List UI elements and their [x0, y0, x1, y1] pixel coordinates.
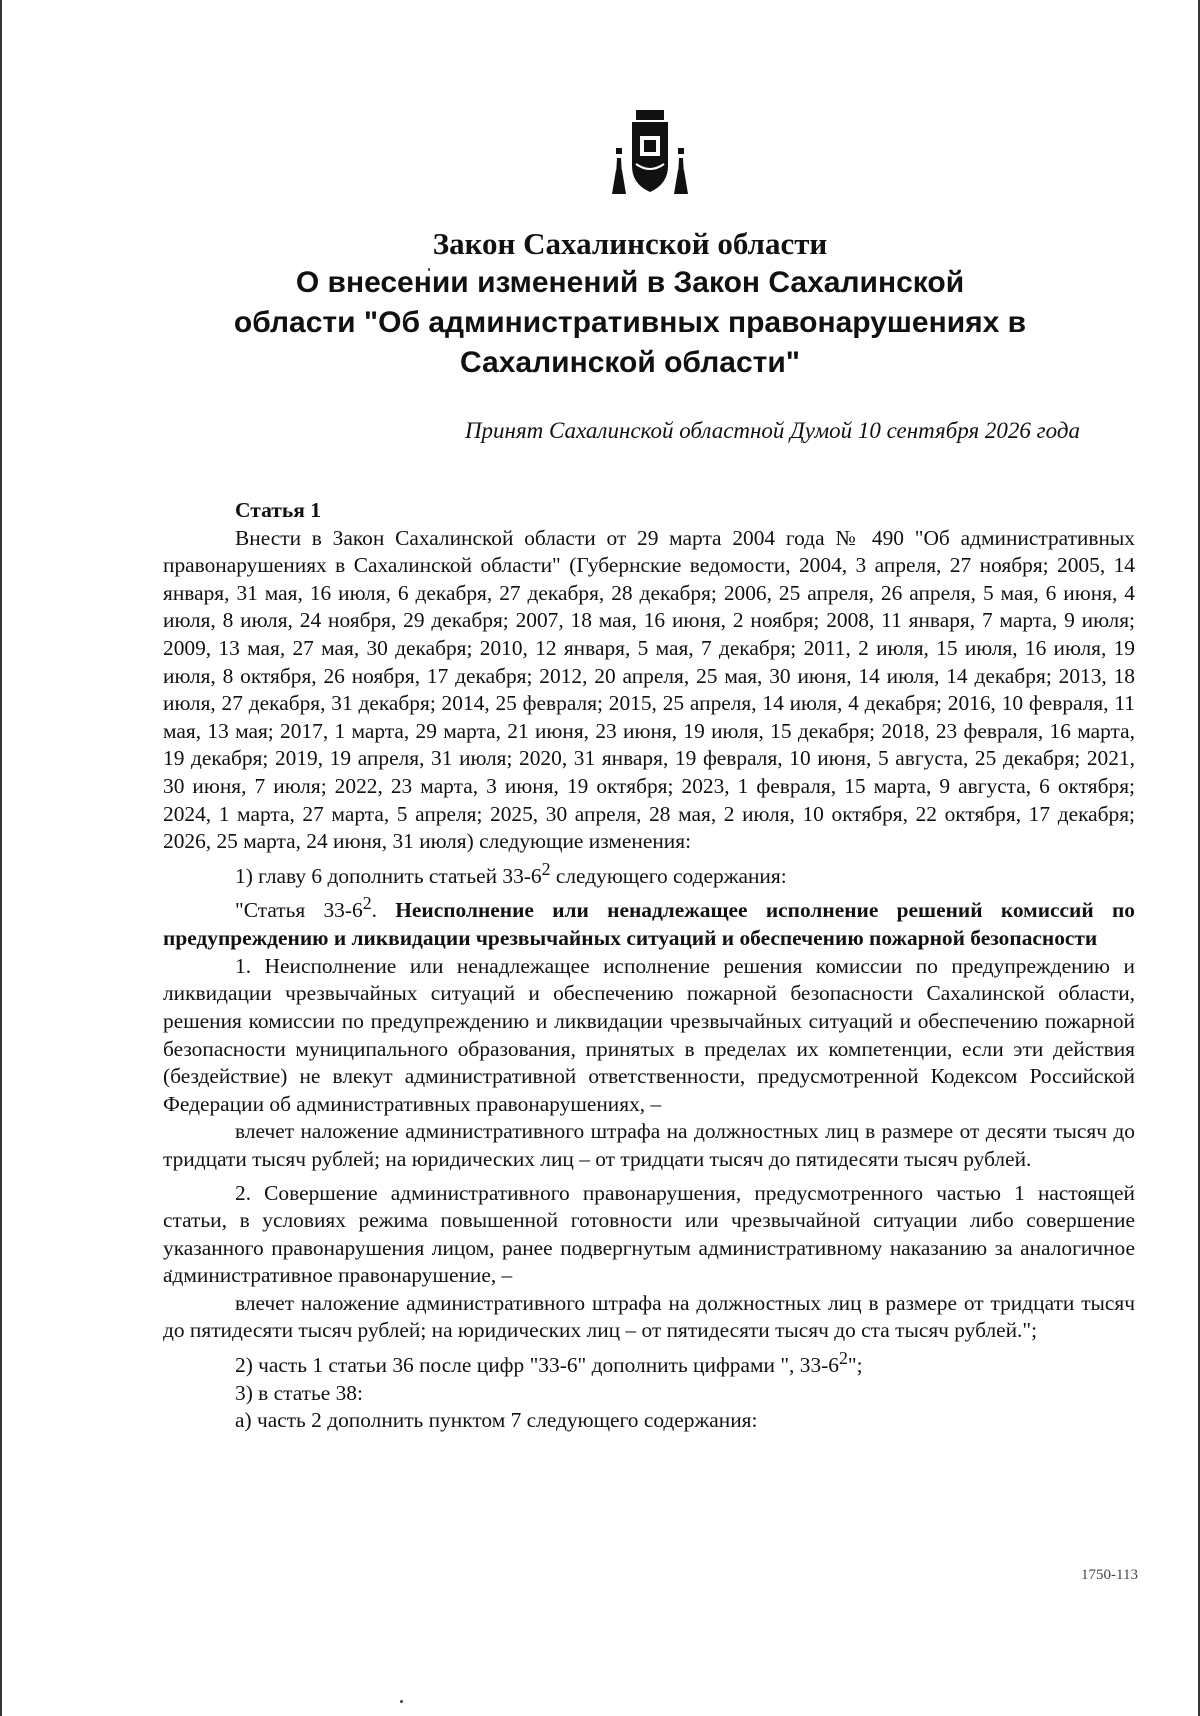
adoption-note: Принят Сахалинской областной Думой 10 сентября 2026 года: [464, 418, 1080, 443]
document-stamp: 1750-113: [1081, 1567, 1138, 1583]
item-text: 1) главу 6 дополнить статьей 33-6: [235, 863, 542, 888]
item-text: 2) часть 1 статьи 36 после цифр "33-6" дополнить цифрами ", 33-6: [235, 1353, 839, 1378]
law-title: Закон Сахалинской области: [432, 226, 828, 261]
new-article-title: Неисполнение или ненадлежащее исполнение решений комиссий по предупреждению и ликвидации чрезвычайных ситуаций и обеспечению пожарной безопасности: [163, 898, 1135, 951]
part-2-penalty: влечет наложение административного штрафа на должностных лиц в размере от тридцати тысяч до пятидесяти тысяч рублей; на юридических лиц – от пятидесяти тысяч до ста тысяч рублей.";: [163, 1290, 1135, 1343]
superscript: 2: [541, 858, 551, 879]
item-text: следующего содержания:: [550, 863, 787, 888]
scan-speck: [400, 1700, 403, 1703]
law-subtitle-line: О внесении изменений в Закон Сахалинской: [295, 266, 965, 299]
document-title: [150, 225, 1110, 383]
new-article-heading: [163, 890, 1135, 952]
amendment-item-3: 3) в статье 38:: [235, 1380, 363, 1405]
document-body: [163, 497, 1135, 1435]
superscript: 2: [362, 893, 372, 914]
part-1-penalty: влечет наложение административного штрафа на должностных лиц в размере от десяти тысяч до тридцати тысяч рублей; на юридических лиц – от тридцати тысяч до пятидесяти тысяч рублей.: [163, 1119, 1135, 1171]
item-text: ";: [847, 1353, 863, 1378]
new-article-number: "Статья 33-6: [235, 898, 363, 923]
punct: .: [371, 898, 396, 923]
part-1: 1. Неисполнение или ненадлежащее исполнение решения комиссии по предупреждению и ликвидации чрезвычайных ситуаций и обеспечению пожарной безопасности Сахалинской области, решения комиссии по предупреждению и ликвидации чрезвычайных ситуаций и обеспечению пожарной безопасности муниципального образования, принятых в пределах их компетенции, если эти действия (бездействие) не влекут административной ответственности, предусмотренной Кодексом Российской Федерации об административных правонарушениях, –: [163, 953, 1135, 1116]
article-heading: Статья 1: [235, 498, 321, 522]
coat-of-arms-icon: [610, 108, 690, 194]
article-intro: Внести в Закон Сахалинской области от 29 марта 2004 года № 490 "Об административных правонарушениях в Сахалинской области" (Губернские ведомости, 2004, 3 апреля, 27 ноября; 2005, 14 января, 31 мая, 16 июля, 6 декабря, 27 декабря, 28 декабря; 2006, 25 апреля, 26 апреля, 5 мая, 6 июня, 4 июля, 8 июля, 24 ноября, 29 декабря; 2007, 18 мая, 16 июня, 2 ноября; 2008, 11 января, 7 марта, 9 июля; 2009, 13 мая, 27 мая, 30 декабря; 2010, 12 января, 5 мая, 7 декабря; 2011, 2 июля, 15 июля, 16 июля, 19 июля, 8 октября, 26 ноября, 17 декабря; 2012, 20 апреля, 25 мая, 30 июня, 14 июля, 14 декабря; 2013, 18 июля, 27 декабря, 31 декабря; 2014, 25 февраля; 2015, 25 апреля, 14 июля, 4 декабря; 2016, 10 февраля, 11 мая, 13 мая; 2017, 1 марта, 29 марта, 21 июня, 23 июня, 19 июля, 15 декабря; 2018, 23 февраля, 16 марта, 19 декабря; 2019, 19 апреля, 31 июля; 2020, 31 января, 19 февраля, 10 июня, 5 августа, 25 декабря; 2021, 30 июня, 7 июля; 2022, 23 марта, 3 июня, 19 октября; 2023, 1 февраля, 15 марта, 9 августа, 6 октября; 2024, 1 марта, 27 марта, 5 апреля; 2025, 30 апреля, 28 мая, 2 июля, 10 октября, 22 октября, 17 декабря; 2026, 25 марта, 24 июня, 31 июля) следующие изменения:: [163, 525, 1135, 854]
law-subtitle-line: области "Об административных правонарушениях в: [233, 306, 1027, 339]
amendment-item-1: [163, 856, 1135, 891]
part-2: 2. Совершение административного правонарушения, предусмотренного частью 1 настоящей статьи, в условиях режима повышенной готовности или чрезвычайной ситуации либо совершение указанного правонарушения лицом, ранее подвергнутым административному наказанию за аналогичное административное правонарушение, –: [163, 1180, 1135, 1288]
scan-edge-left: [0, 0, 2, 1716]
superscript: 2: [838, 1348, 848, 1369]
amendment-item-3a: а) часть 2 дополнить пунктом 7 следующего содержания:: [235, 1408, 758, 1433]
law-subtitle-line: Сахалинской области": [459, 346, 800, 379]
amendment-item-2: [163, 1345, 1135, 1380]
